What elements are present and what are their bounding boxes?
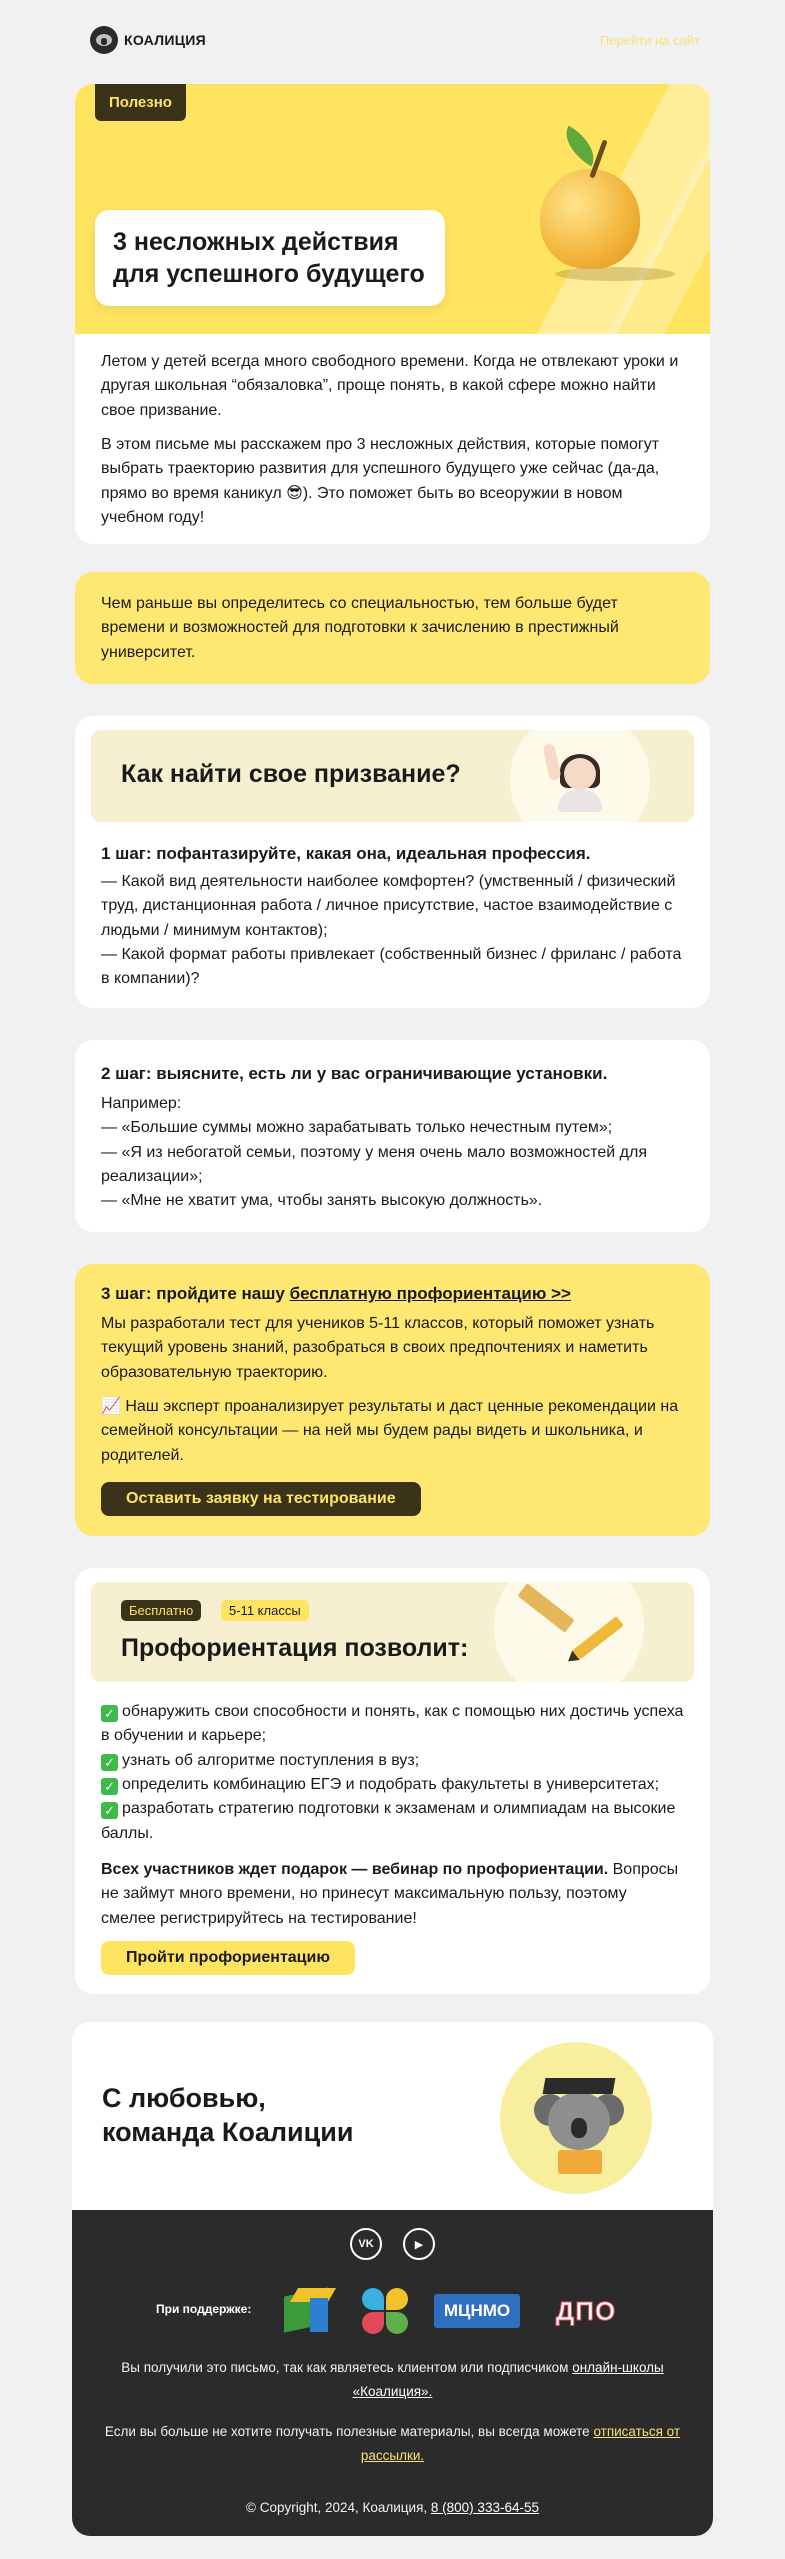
- logo[interactable]: [90, 26, 206, 54]
- step2-line: — «Большие суммы можно зарабатывать только нечестным путем»;: [101, 1119, 613, 1137]
- list-item: ✓ определить комбинацию ЕГЭ и подобрать факультеты в университетах;: [101, 1773, 684, 1797]
- partner-logo-dpo[interactable]: ДПО: [555, 2295, 617, 2326]
- step3-body: [101, 1312, 684, 1468]
- copyright: © Copyright, 2024, Коалиция, 8 (800) 333-64-55: [246, 2500, 539, 2515]
- step1-card: [75, 716, 710, 1008]
- calling-banner: [91, 730, 694, 822]
- callout-card: Чем раньше вы определитесь со специальностью, тем больше будет времени и возможностей для подготовки к зачислению в престижный университет.: [75, 572, 710, 684]
- step3-title-text: 3 шаг: пройдите нашу: [101, 1284, 290, 1303]
- email-header: [90, 22, 700, 58]
- hero-card: [75, 84, 710, 544]
- checkmark-icon: ✓: [101, 1705, 118, 1722]
- step1-body: [101, 870, 684, 992]
- goto-site-link[interactable]: Перейти на сайт: [599, 32, 700, 48]
- step2-body: [101, 1092, 684, 1214]
- list-item: ✓ обнаружить свои способности и понять, как с помощью них достичь успеха в обучении и карьере;: [101, 1703, 684, 1745]
- free-orientation-link[interactable]: бесплатную профориентацию >>: [289, 1284, 571, 1303]
- orientation-card: [75, 1568, 710, 1994]
- step1-line: — Какой вид деятельности наиболее комфортен? (умственный / физический труд, дистанционная работа / личное присутствие, частое взаимодействие с людьми / минимум контактов);: [101, 873, 676, 939]
- apple-icon: [530, 129, 650, 259]
- orientation-banner: [91, 1582, 694, 1682]
- youtube-icon[interactable]: ▶: [403, 2228, 435, 2260]
- support-label: При поддержке:: [156, 2302, 252, 2316]
- signature-block: [72, 2022, 713, 2210]
- take-orientation-button[interactable]: Пройти профориентацию: [101, 1941, 355, 1975]
- koala-logo-icon: [90, 26, 118, 54]
- step3-title: [101, 1284, 684, 1304]
- grades-badge: 5-11 классы: [221, 1600, 309, 1621]
- step2-line: Например:: [101, 1095, 182, 1112]
- gift-rest: Вопросы не займут много времени, но принесут максимальную пользу, поэтому смелее регистрируйтесь на тестирование!: [101, 1860, 679, 1927]
- gift-text: [101, 1858, 684, 1931]
- hero-banner: [75, 84, 710, 334]
- step3-paragraph: Мы разработали тест для учеников 5-11 классов, который поможет узнать текущий уровень знаний, разобраться в своих предпочтениях и наметить образовательную траекторию.: [101, 1315, 655, 1381]
- list-item: ✓ узнать об алгоритме поступления в вуз;: [101, 1749, 684, 1773]
- subscription-notice: Вы получили это письмо, так как являетесь клиентом или подписчиком онлайн-школы «Коалиция».: [121, 2360, 664, 2400]
- checkmark-icon: ✓: [101, 1754, 118, 1771]
- phone-link[interactable]: 8 (800) 333-64-55: [430, 2500, 539, 2515]
- step1-title: 1 шаг: пофантазируйте, какая она, идеальная профессия.: [101, 844, 591, 863]
- partner-logo-cube-icon[interactable]: [280, 2284, 336, 2336]
- partner-logo-petals-icon[interactable]: [356, 2284, 412, 2336]
- banner-title: Как найти свое призвание?: [121, 760, 461, 788]
- apply-test-button[interactable]: Оставить заявку на тестирование: [101, 1482, 421, 1516]
- hero-text: [75, 334, 710, 544]
- list-item: ✓ разработать стратегию подготовки к экзаменам и олимпиадам на высокие баллы.: [101, 1800, 676, 1842]
- checkmark-icon: ✓: [101, 1802, 118, 1819]
- raising-hand-icon: [544, 744, 614, 814]
- checkmark-icon: ✓: [101, 1778, 118, 1795]
- decor-circle: [494, 1582, 644, 1682]
- step1-line: — Какой формат работы привлекает (собственный бизнес / фриланс / работа в компании)?: [101, 945, 682, 988]
- gift-bold: Всех участников ждет подарок — вебинар по профориентации.: [101, 1860, 609, 1878]
- step2-card: [75, 1040, 710, 1232]
- step2-line: — «Мне не хватит ума, чтобы занять высокую должность».: [101, 1192, 543, 1210]
- hero-paragraph: Летом у детей всегда много свободного времени. Когда не отвлекают уроки и другая школьная “обязаловка”, проще понять, в какой сфере можно найти свое призвание.: [101, 353, 679, 419]
- school-link[interactable]: онлайн-школы «Коалиция».: [352, 2360, 664, 2400]
- step2-title: 2 шаг: выясните, есть ли у вас ограничивающие установки.: [101, 1064, 608, 1083]
- hero-title: 3 несложных действия для успешного будущего: [95, 210, 445, 306]
- signature-text: С любовью, команда Коалиции: [102, 2083, 354, 2147]
- vk-icon[interactable]: VK: [350, 2228, 382, 2260]
- step3-card: [75, 1264, 710, 1536]
- free-badge: Бесплатно: [121, 1600, 201, 1621]
- benefits-list: [101, 1700, 684, 1846]
- unsubscribe-link[interactable]: отписаться от рассылки.: [360, 2424, 681, 2464]
- footer: [72, 2210, 713, 2536]
- step3-paragraph: 📈 Наш эксперт проанализирует результаты и даст ценные рекомендации на семейной консультации — на ней мы будем рады видеть и школьника, и родителей.: [101, 1397, 679, 1464]
- hero-paragraph: В этом письме мы расскажем про 3 несложных действия, которые помогут выбрать траекторию развития для успешного будущего уже сейчас (да-да, прямо во время каникул 😎). Это поможет быть во всеоружии в новом учебном году!: [101, 435, 660, 526]
- koala-mascot-icon: [534, 2072, 624, 2182]
- logo-text: КОАЛИЦИЯ: [124, 32, 207, 48]
- useful-tag: Полезно: [95, 84, 186, 121]
- partner-logo-mccme[interactable]: МЦНМО: [434, 2294, 520, 2328]
- unsubscribe-notice: Если вы больше не хотите получать полезные материалы, вы всегда можете отписаться от рассылки.: [104, 2424, 681, 2464]
- step2-line: — «Я из небогатой семьи, поэтому у меня очень мало возможностей для реализации»;: [101, 1143, 647, 1185]
- banner-title: Профориентация позволит:: [121, 1634, 469, 1662]
